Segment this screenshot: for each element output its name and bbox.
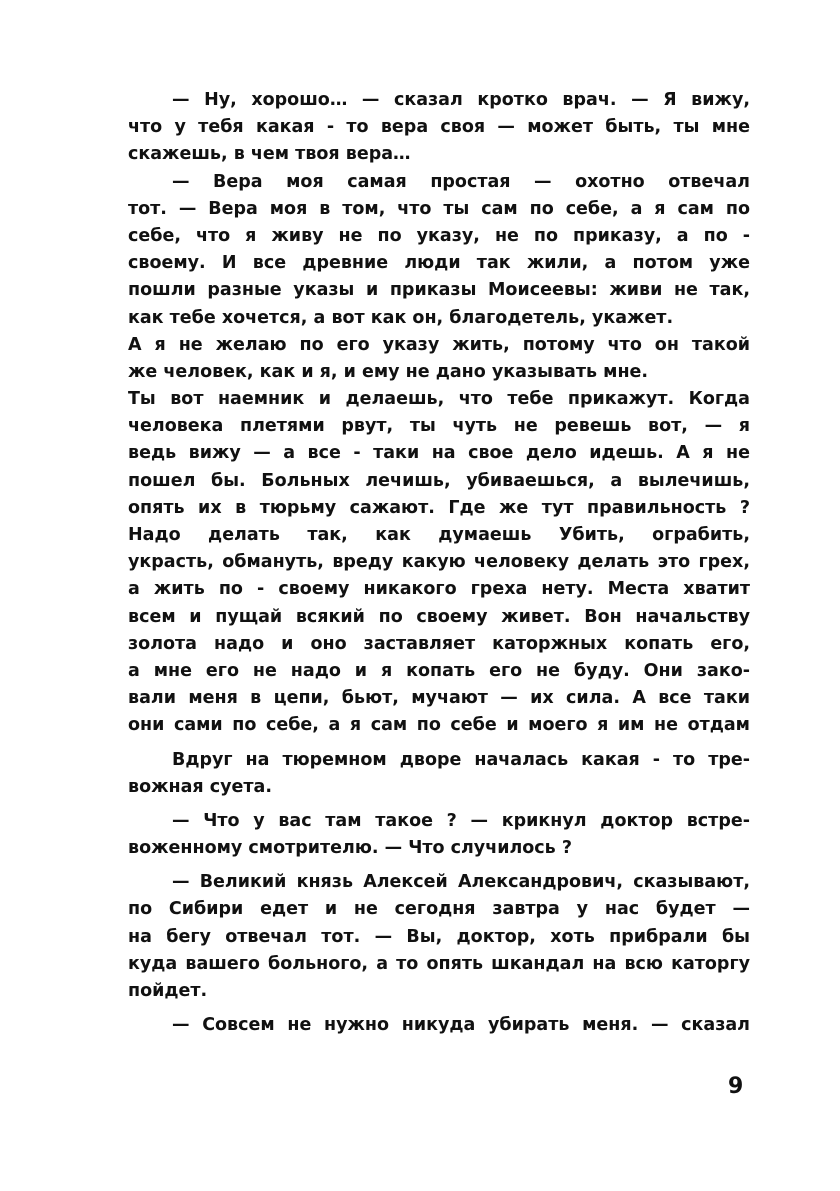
text-line: же человек, как и я, и ему не дано указывать мне.	[128, 361, 649, 382]
text-line: А я не желаю по его указу жить, потому что он такой	[128, 334, 750, 355]
text-line: человека плетями рвут, ты чуть не ревешь вот, — я	[128, 416, 750, 437]
text-line: на бегу отвечал тот. — Вы, доктор, хоть прибрали бы	[128, 926, 750, 947]
text-line: пошли разные указы и приказы Моисеевы: живи не так,	[128, 280, 750, 301]
text-line: украсть, обмануть, вреду какую человеку делать это грех,	[128, 552, 750, 573]
text-line: — Что у вас там такое ? — крикнул доктор встре-	[172, 810, 750, 831]
paragraph-gap	[128, 862, 750, 869]
text-line: Вдруг на тюремном дворе началась какая - то тре-	[172, 749, 750, 770]
text-line: вали меня в цепи, бьют, мучают — их сила. А все таки	[128, 688, 750, 709]
text-line: всем и пущай всякий по своему живет. Вон начальству	[128, 606, 750, 627]
text-line: — Ну, хорошо… — сказал кротко врач. — Я вижу,	[172, 90, 750, 110]
text-line: что у тебя какая - то вера своя — может быть, ты мне	[128, 117, 750, 138]
text-line: — Совсем не нужно никуда убирать меня. — сказал	[172, 1015, 750, 1036]
text-line: своему. И все древние люди так жили, а потом уже	[128, 253, 750, 274]
text-line: по Сибири едет и не сегодня завтра у нас будет —	[128, 899, 750, 920]
text-line: — Вера моя самая простая — охотно отвечал	[172, 171, 750, 192]
body-text	[128, 87, 750, 1039]
text-line: воженному смотрителю. — Что случилось ?	[128, 838, 572, 859]
text-line: тот. — Вера моя в том, что ты сам по себе, а я сам по	[128, 198, 750, 219]
page-number: 9	[728, 1074, 744, 1099]
paragraph-gap	[128, 740, 750, 747]
text-line: ведь вижу — а все - таки на свое дело идешь. А я не	[128, 443, 750, 464]
text-line: как тебе хочется, а вот как он, благодетель, укажет.	[128, 307, 674, 328]
text-line: вожная суета.	[128, 776, 272, 797]
paragraph-gap	[128, 1005, 750, 1012]
paragraph-gap	[128, 801, 750, 808]
text-line: Надо делать так, как думаешь Убить, ограбить,	[128, 525, 750, 545]
text-line: скажешь, в чем твоя вера…	[128, 144, 411, 165]
text-line: пойдет.	[128, 981, 208, 1001]
text-line: они сами по себе, а я сам по себе и моего я им не отдам	[128, 715, 750, 736]
text-line: золота надо и оно заставляет каторжных копать его,	[128, 633, 750, 654]
text-line: а жить по - своему никакого греха нету. Места хватит	[128, 579, 750, 600]
text-line: — Великий князь Алексей Александрович, сказывают,	[172, 872, 750, 893]
text-line: куда вашего больного, а то опять шкандал на всю каторгу	[128, 953, 750, 974]
text-line: пошел бы. Больных лечишь, убиваешься, а вылечишь,	[128, 470, 750, 491]
text-line: Ты вот наемник и делаешь, что тебе прикажут. Когда	[128, 389, 750, 410]
text-line: себе, что я живу не по указу, не по приказу, а по -	[128, 225, 750, 246]
text-line: опять их в тюрьму сажают. Где же тут правильность ?	[128, 497, 750, 518]
text-line: а мне его не надо и я копать его не буду. Они зако-	[128, 660, 750, 681]
